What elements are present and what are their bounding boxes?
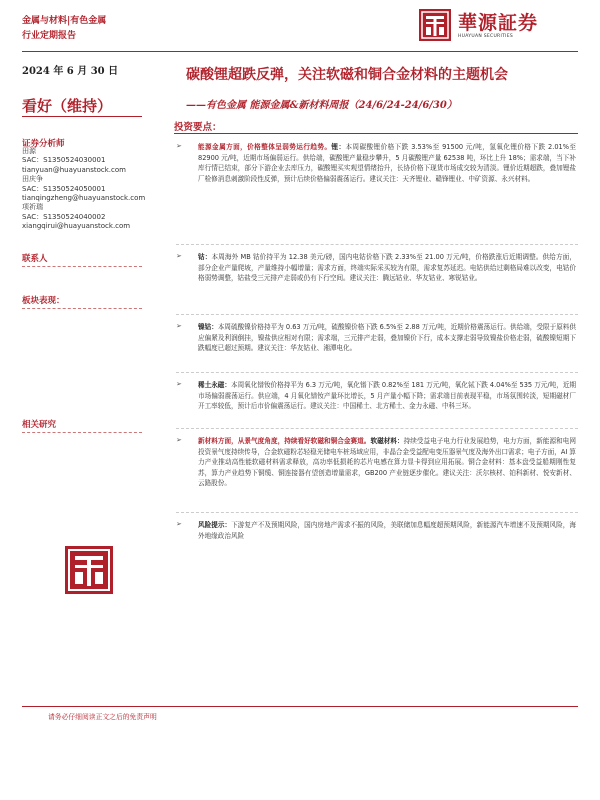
report-title: 碳酸锂超跌反弹，关注软磁和铜合金材料的主题机会 xyxy=(186,67,508,83)
logo-chinese-name: 華源証券 xyxy=(458,11,539,34)
rating: 看好（维持） xyxy=(22,97,113,115)
analyst-email[interactable]: tianqingzheng@huayuanstock.com xyxy=(22,194,146,203)
rating-divider xyxy=(22,116,142,117)
arrow-bullet-icon: ➢ xyxy=(176,436,182,444)
analysts-title: 证券分析师 xyxy=(22,139,65,149)
footer-divider xyxy=(22,706,578,707)
analyst-email[interactable]: xiangqirui@huayuanstock.com xyxy=(22,222,131,231)
report-subtitle: ——有色金属 能源金属&新材料周报（24/6/24-24/6/30） xyxy=(186,100,457,111)
sidebar-divider xyxy=(22,308,142,309)
category-line-2: 行业定期报告 xyxy=(22,31,77,41)
analyst-line: 田庆争 xyxy=(22,175,43,184)
arrow-bullet-icon: ➢ xyxy=(176,252,182,260)
analyst-line: SAC：S1350524050001 xyxy=(22,184,106,193)
disclaimer-note: 请务必仔细阅读正文之后的免责声明 xyxy=(48,713,157,721)
logo-english-name: HUAYUAN SECURITIES xyxy=(458,33,514,39)
report-date: 2024 年 6 月 30 日 xyxy=(22,66,119,77)
contacts-title: 联系人 xyxy=(22,254,48,264)
analyst-line: 项祈瑞 xyxy=(22,203,43,212)
arrow-bullet-icon: ➢ xyxy=(176,322,182,330)
report-category xyxy=(22,14,106,44)
point-divider xyxy=(176,512,578,513)
analyst-email[interactable]: tianyuan@huayuanstock.com xyxy=(22,165,126,174)
analyst-line: SAC：S1350524030001 xyxy=(22,156,106,165)
point-divider xyxy=(176,428,578,429)
header-divider xyxy=(22,51,578,52)
seal-emblem-icon xyxy=(64,545,114,595)
investment-divider xyxy=(174,133,578,134)
related-research-title: 相关研究 xyxy=(22,420,57,430)
category-line-1: 金属与材料|有色金属 xyxy=(22,16,107,26)
analyst-line: SAC：S1350524040002 xyxy=(22,212,106,221)
point-divider xyxy=(176,314,578,315)
sidebar-divider xyxy=(22,432,142,433)
seal-logo-icon xyxy=(418,8,452,42)
company-logo xyxy=(418,8,538,42)
sidebar-divider xyxy=(22,266,142,267)
trend-title: 板块表现： xyxy=(22,296,65,306)
arrow-bullet-icon: ➢ xyxy=(176,380,182,388)
analyst-list xyxy=(22,147,145,232)
point-divider xyxy=(176,372,578,373)
investment-heading: 投资要点： xyxy=(174,122,222,133)
arrow-bullet-icon: ➢ xyxy=(176,520,182,528)
analyst-line: 田源 xyxy=(22,147,36,155)
arrow-bullet-icon: ➢ xyxy=(176,142,182,150)
point-divider xyxy=(176,244,578,245)
